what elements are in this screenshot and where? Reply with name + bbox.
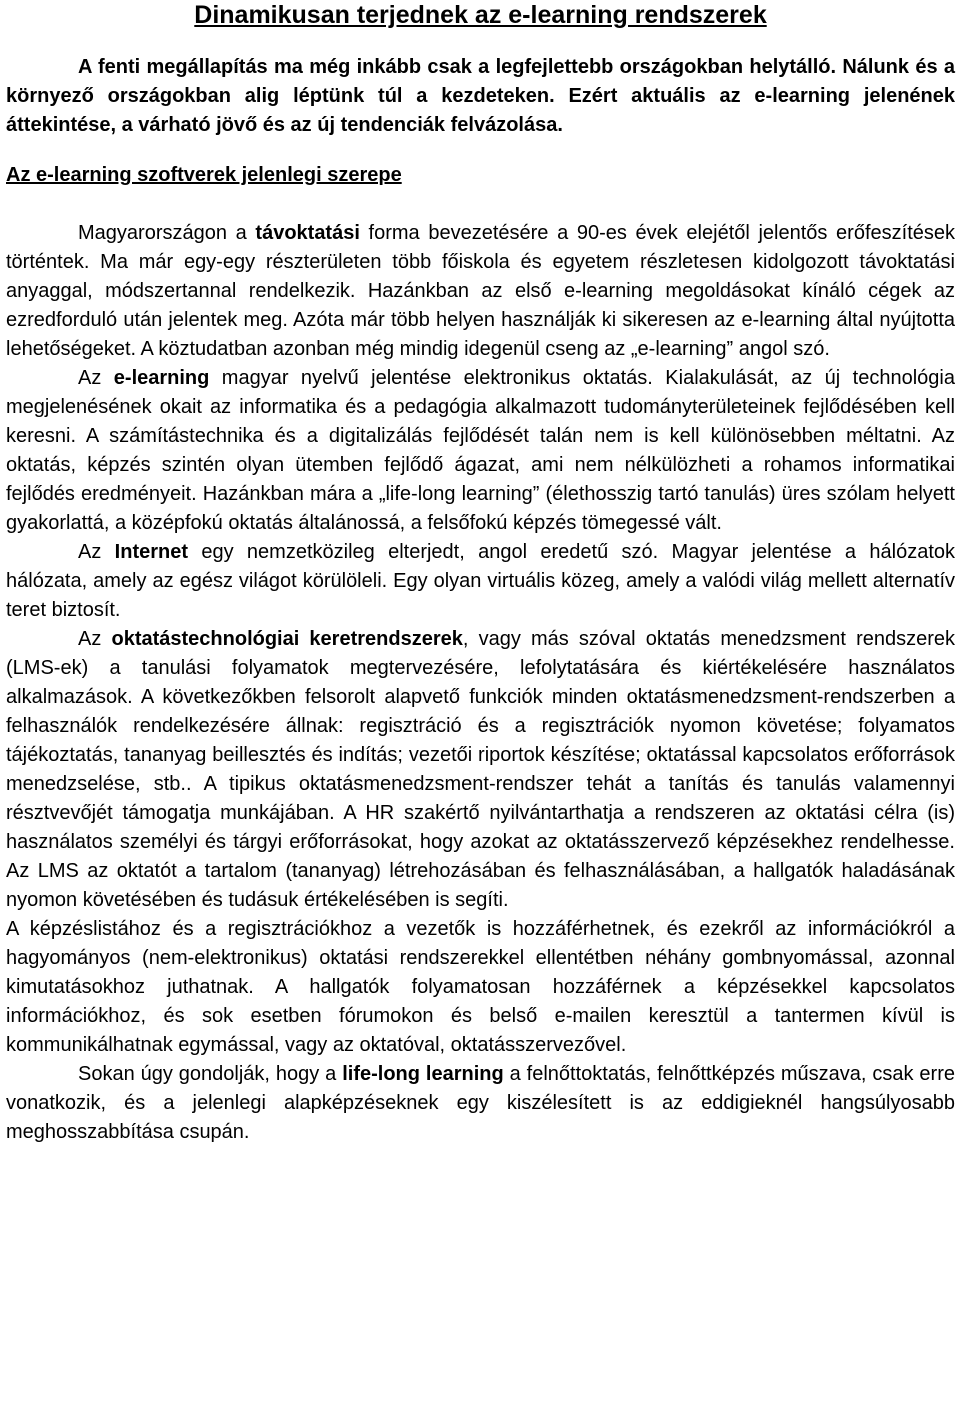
paragraph-text: Az (78, 367, 114, 389)
bold-term-keretrendszerek: oktatástechnológiai keretrendszerek (111, 628, 463, 650)
paragraph-text: Sokan úgy gondolják, hogy a (78, 1063, 343, 1085)
paragraph-text: Magyarországon a (78, 222, 256, 244)
page-title: Dinamikusan terjednek az e-learning rendszerek (194, 1, 767, 29)
bold-term-e-learning: e-learning (113, 367, 210, 389)
paragraph-life-long-learning (6, 1060, 955, 1147)
paragraph-text: Az (78, 541, 115, 563)
paragraph-internet (6, 538, 955, 625)
paragraph-text: a felnőttoktatás, felnőttképzés műszava, csak erre vonatkozik, és a jelenlegi alapképzéseknek egy kiszélesített is az eddigieknél hangsúlyosabb meghosszabbítása csupán. (6, 1063, 955, 1143)
paragraph-kepzeslista: A képzéslistához és a regisztrációkhoz a vezetők is hozzáférhetnek, és ezekről az információkról a hagyományos (nem-elektronikus) oktatási rendszerekkel ellentétben néhány gombnyomással, azonnal kimutatásokhoz juthatnak. A hallgatók folyamatosan hozzáférnek a képzésekkel kapcsolatos információkhoz, és sok esetben fórumokon és belső e-mailen keresztül a tantermen kívül is kommunikálhatnak egymással, vagy az oktatóval, oktatásszervezővel. (6, 918, 955, 1056)
paragraph-text: forma bevezetésére a 90-es évek elejétől jelentős erőfeszítések történtek. Ma már egy-egy részterületen több főiskola és egyetem részletesen kidolgozott távoktatási anyaggal, módszertannal rendelkezik. Hazánkban az első e-learning megoldásokat kínáló cégek az ezredforduló után jelentek meg. Azóta már több helyen használják ki sikeresen az e-learning által nyújtotta lehetőségeket. A köztudatban azonban még mindig idegenül cseng az „e-learning” angol szó. (6, 222, 956, 360)
paragraph-text: Az (78, 628, 112, 650)
bold-term-life-long-learning: life-long learning (342, 1063, 504, 1085)
intro-paragraph: A fenti megállapítás ma még inkább csak a legfejlettebb országokban helytálló. Nálunk és a környező országokban alig léptünk túl a kezdeteken. Ezért aktuális az e-learning jelenének áttekintése, a várható jövő és az új tendenciák felvázolása. (6, 56, 955, 136)
paragraph-e-learning (6, 364, 955, 538)
paragraph-text: magyar nyelvű jelentése elektronikus oktatás. Kialakulását, az új technológia megjelenésének okait az informatika és a pedagógia alkalmazott tudományterületeinek fejlődésében kell keresni. A számítástechnika és a digitalizálás fejlődését talán nem is kell különösebben méltatni. Az oktatás, képzés szintén olyan ütemben fejlődő ágazat, ami nem nélkülözheti a rohamos informatikai fejlődés eredményeit. Hazánkban mára a „life-long learning” (élethosszig tartó tanulás) üres szólam helyett gyakorlattá, a középfokú oktatás általánossá, a felsőfokú képzés tömegessé vált. (6, 367, 955, 534)
bold-term-tavoktatasi: távoktatási (255, 222, 360, 244)
title-wrapper (6, 0, 955, 48)
paragraph-tavoktatas (6, 219, 955, 364)
section-heading: Az e-learning szoftverek jelenlegi szerepe (6, 164, 402, 186)
paragraph-text: , vagy más szóval oktatás menedzsment rendszerek (LMS-ek) a tanulási folyamatok megtervezésére, lefolytatására és kiértékelésére használatos alkalmazások. A következőkben felsorolt alapvető funkciók minden oktatásmenedzsment-rendszerben a felhasználók rendelkezésére állnak: regisztráció és a regisztrációk nyomon követése; folyamatos tájékoztatás, tananyag beillesztés és indítás; vezetői riportok készítése; oktatással kapcsolatos erőforrások menedzselése, stb.. A tipikus oktatásmenedzsment-rendszer tehát a tanítás és tanulás valamennyi résztvevőjét támogatja munkájában. A HR szakértő nyilvántarthatja a rendszeren az oktatási célra (is) használatos személyi és tárgyi erőforrásokat, hogy azokat az oktatásszervező képzésekhez rendelhesse. Az LMS az oktatót a tartalom (tananyag) létrehozásában és felhasználásában, a hallgatók haladásának nyomon követésében és tudásuk értékelésében is segíti. (6, 628, 956, 911)
paragraph-text: egy nemzetközileg elterjedt, angol eredetű szó. Magyar jelentése a hálózatok hálózata, amely az egész világot körülöleli. Egy olyan virtuális közeg, amely a valódi világ mellett alternatív teret biztosít. (6, 541, 955, 621)
bold-term-internet: Internet (114, 541, 189, 563)
paragraph-lms (6, 625, 955, 915)
